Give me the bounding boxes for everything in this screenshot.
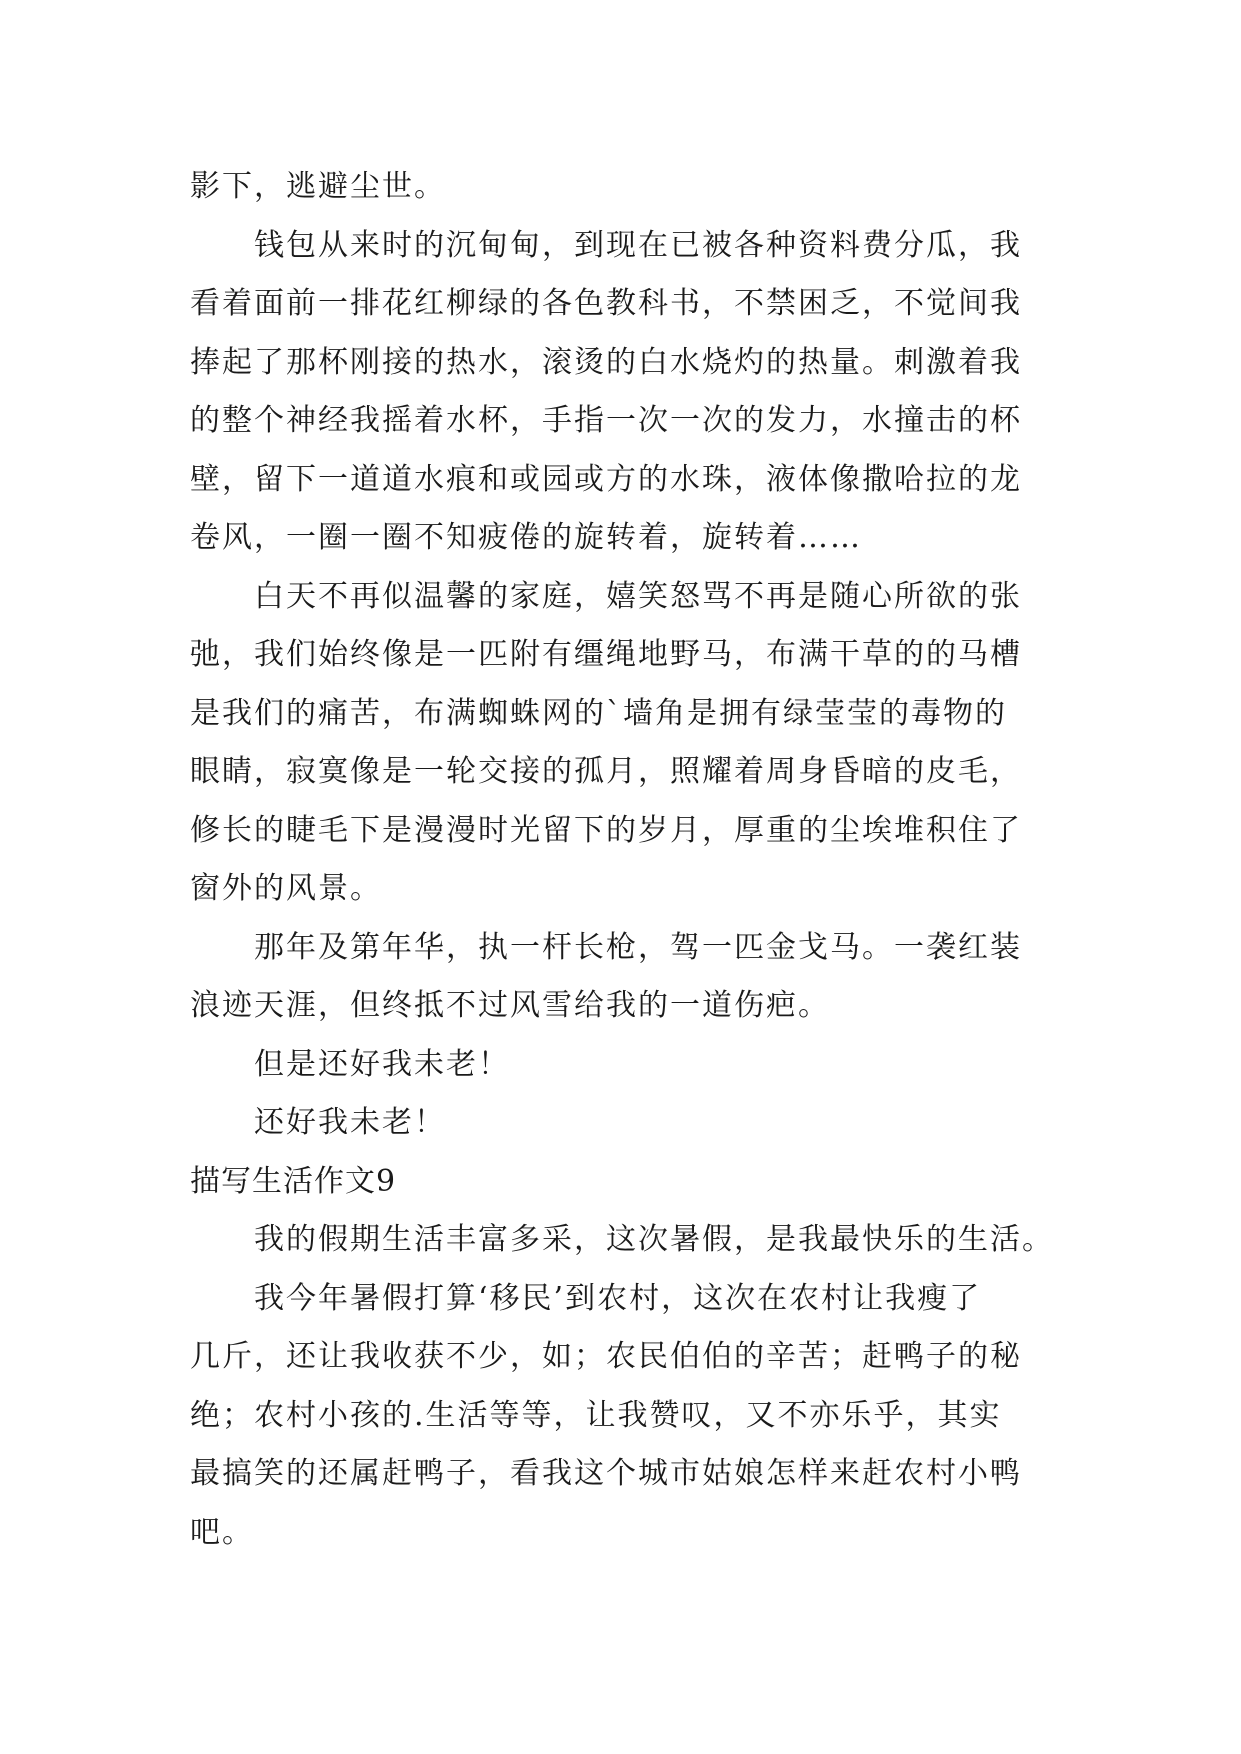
text-line: 影下，逃避尘世。 [190, 169, 446, 204]
text-line: 几斤，还让我收获不少，如；农民伯伯的辛苦；赶鸭子的秘 [190, 1339, 1022, 1374]
paragraph-start: 但是还好我未老！ [254, 1046, 510, 1082]
text-line: 修长的睫毛下是漫漫时光留下的岁月，厚重的尘埃堆积住了 [190, 812, 1022, 848]
text-line: 绝；农村小孩的.生活等等，让我赞叹，又不亦乐乎，其实 [190, 1397, 1002, 1433]
text-line: 窗外的风景。 [190, 871, 382, 906]
paragraph-start: 那年及第年华，执一杆长枪，驾一匹金戈马。一袭红装 [254, 929, 1022, 965]
paragraph-start: 白天不再似温馨的家庭，嬉笑怒骂不再是随心所欲的张 [254, 578, 1022, 614]
text-line: 最搞笑的还属赶鸭子，看我这个城市姑娘怎样来赶农村小鸭 [190, 1456, 1022, 1491]
text-line: 捧起了那杯刚接的热水，滚烫的白水烧灼的热量。刺激着我 [190, 344, 1022, 380]
text-line: 的整个神经我摇着水杯，手指一次一次的发力，水撞击的杯 [190, 403, 1022, 438]
text-line: 看着面前一排花红柳绿的各色教科书，不禁困乏，不觉间我 [190, 286, 1022, 321]
paragraph-start: 钱包从来时的沉甸甸，到现在已被各种资料费分瓜，我 [254, 227, 1022, 263]
paragraph-start: 还好我未老！ [254, 1105, 446, 1140]
paragraph-start: 我的假期生活丰富多采，这次暑假，是我最快乐的生活。 [254, 1222, 1054, 1257]
text-line: 是我们的痛苦，布满蜘蛛网的`墙角是拥有绿莹莹的毒物的 [190, 695, 1007, 731]
paragraph-start: 我今年暑假打算‘移民’到农村，这次在农村让我瘦了 [254, 1280, 982, 1316]
text-line: 弛，我们始终像是一匹附有缰绳地野马，布满干草的的马槽 [190, 637, 1022, 672]
text-line: 吧。 [190, 1514, 254, 1550]
text-line: 卷风，一圈一圈不知疲倦的旋转着，旋转着…… [190, 520, 862, 555]
text-line: 眼睛，寂寞像是一轮交接的孤月，照耀着周身昏暗的皮毛， [190, 754, 1022, 789]
text-line: 浪迹天涯，但终抵不过风雪给我的一道伤疤。 [190, 988, 830, 1023]
section-heading: 描写生活作文9 [190, 1163, 397, 1199]
text-line: 壁，留下一道道水痕和或园或方的水珠，液体像撒哈拉的龙 [190, 461, 1022, 497]
document-body [190, 158, 1060, 1562]
